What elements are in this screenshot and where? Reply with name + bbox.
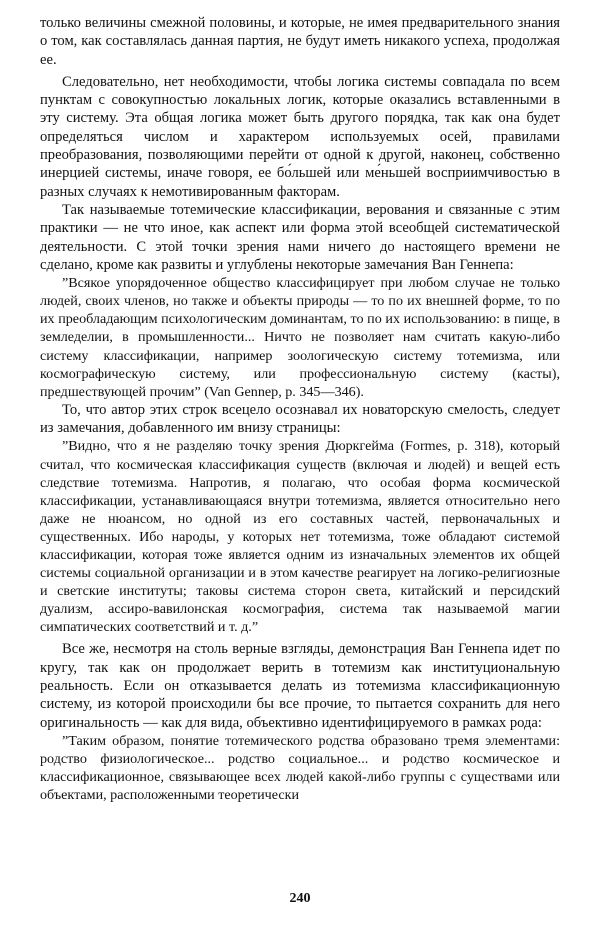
quote-durkheim: ”Видно, что я не разделяю точку зрения Дюркгейма (Formes, p. 318), который считал, что космическая классификация существ (включая и людей) и вещей есть следствие тотемизма. Напротив, я полагаю, что особая форма космической классификации, устанавливающаяся внутри тотемизма, является относительно него даже не нюансом, но одной из его составных частей, первоначальных и существенных. Ибо народы, у которых нет тотемизма, тоже обладают системой классификации, которая тоже является одним из изначальных элементов их общей системы социальной организации и в этом качестве реагирует на логико-религиозные и светские институты; таковы система сторон света, китайский и персидский дуализм, ассиро-вавилонская космография, система так называемой магии симпатических соответствий и т. д.” [40,438,560,636]
paragraph-continued: только величины смежной половины, и которые, не имея предварительного знания о том, как составлялась данная партия, не будут иметь никакого успеха, продолжая ее. [40,15,560,68]
page-body [40,14,560,804]
paragraph-logic-of-system: Следовательно, нет необходимости, чтобы логика системы совпадала по всем пунктам с совокупностью локальных логик, которые оказались вставленными в эту систему. Эта общая логика может быть другого порядка, так как она будет определяться числом и характером используемых осей, правилами преобразования, позволяющими перейти от одной к другой, наконец, собственно инерцией системы, иначе говоря, ее бо́льшей или ме́ньшей восприимчивостью в разных случаях к немотивированным факторам. [40,73,560,200]
page-number: 240 [289,891,311,906]
quote-van-gennep: ”Всякое упорядоченное общество классифицирует при любом случае не только людей, своих членов, но также и объекты природы — то по их внешней форме, то по их преобладающим психологическим доминантам, то по их использованию: в пище, в земледелии, в промышленности... Ничто не позволяет нам считать какую-либо систему классификации, например зоологическую систему тотемизма, или космографическую систему, или профессиональную систему (касты), предшествующей прочим” (Van Gennep, p. 345—346). [40,275,560,400]
paragraph-totemic-classifications: Так называемые тотемические классификации, верования и связанные с этим практики — не что иное, как аспект или форма этой всеобщей систематической деятельности. С этой точки зрения нами ничего до настоящего времени не сделано, кроме как развиты и углублены некоторые замечания Ван Геннепа: [40,201,560,273]
quote-totemic-kinship: ”Таким образом, понятие тотемического родства образовано тремя элементами: родство физиологическое... родство социальное... и родство космическое и классификационное, связывающее всех людей какой-либо группы с существами или объектами, расположенными теоретически [40,732,560,804]
paragraph-author-boldness: То, что автор этих строк всецело осознавал их новаторскую смелость, следует из замечания, добавленного им внизу страницы: [40,401,560,437]
paragraph-circular-demonstration: Все же, несмотря на столь верные взгляды, демонстрация Ван Геннепа идет по кругу, так как он продолжает верить в тотемизм как институциональную реальность. Если он отказывается делать из тотемизма классификационную систему, из которой происходили бы все прочие, то пытается сохранить для него оригинальность — как для вида, объективно идентифицируемого в рамках рода: [40,641,560,731]
